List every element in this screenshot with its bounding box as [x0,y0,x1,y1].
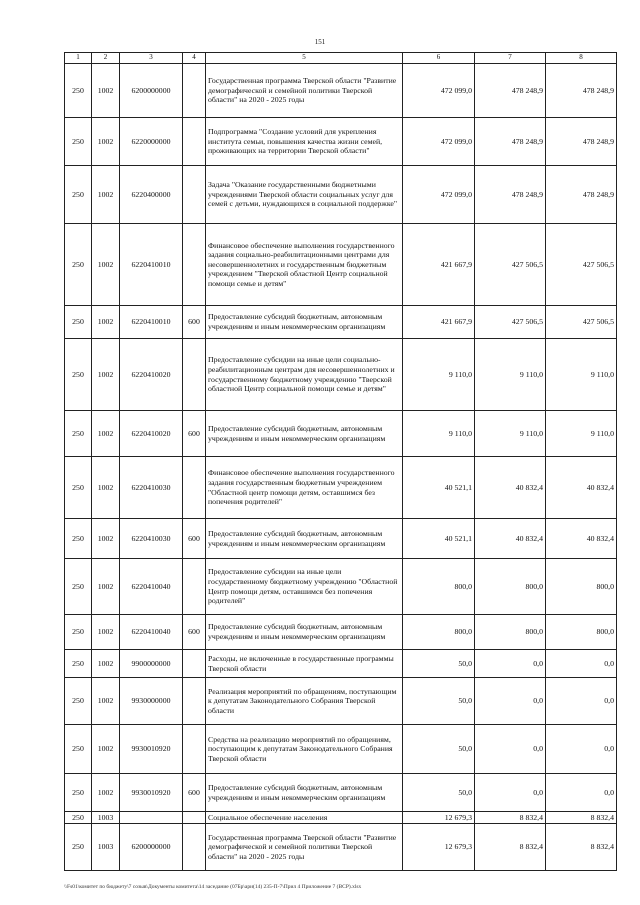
cell-amount-1: 472 099,0 [403,118,475,166]
cell-section: 1002 [92,64,120,118]
cell-name: Предоставление субсидий бюджетным, автономным учреждениям и иным некоммерческим организациям [206,615,403,650]
cell-target-article: 6220410040 [120,559,183,615]
cell-expense-type [183,812,206,824]
cell-expense-type [183,339,206,411]
cell-amount-2: 9 110,0 [475,411,546,457]
col-header: 2 [92,53,120,64]
cell-target-article: 6220410020 [120,339,183,411]
cell-grbs: 250 [65,678,92,725]
cell-grbs: 250 [65,812,92,824]
cell-amount-2: 427 506,5 [475,306,546,339]
cell-name: Предоставление субсидии на иные цели социально-реабилитационным центрам для несовершеннолетних и государственному бюджетному учреждению "Тверской областной Центр социальной помощи семье и детям" [206,339,403,411]
cell-name: Предоставление субсидии на иные цели государственному бюджетному учреждению "Областной Центр помощи детям, оставшимся без попечения родителей" [206,559,403,615]
cell-target-article: 6220410020 [120,411,183,457]
cell-amount-1: 421 667,9 [403,224,475,306]
cell-amount-3: 40 832,4 [546,457,617,519]
cell-name: Предоставление субсидий бюджетным, автономным учреждениям и иным некоммерческим организациям [206,306,403,339]
table-row [65,519,617,559]
cell-grbs: 250 [65,224,92,306]
cell-target-article: 6220400000 [120,166,183,224]
table-row [65,824,617,871]
cell-name: Средства на реализацию мероприятий по обращениям, поступающим к депутатам Законодательного Собрания Тверской области [206,725,403,774]
cell-amount-3: 478 248,9 [546,166,617,224]
cell-target-article: 9930010920 [120,725,183,774]
cell-amount-2: 9 110,0 [475,339,546,411]
col-header: 8 [546,53,617,64]
cell-amount-2: 0,0 [475,774,546,812]
cell-amount-2: 40 832,4 [475,519,546,559]
cell-amount-2: 8 832,4 [475,824,546,871]
cell-expense-type: 600 [183,411,206,457]
cell-amount-3: 8 832,4 [546,824,617,871]
cell-section: 1002 [92,650,120,678]
cell-amount-1: 800,0 [403,559,475,615]
cell-amount-1: 472 099,0 [403,64,475,118]
table-row [65,774,617,812]
cell-amount-1: 50,0 [403,650,475,678]
page-number: 151 [314,38,326,46]
cell-expense-type [183,678,206,725]
cell-target-article: 6220410030 [120,457,183,519]
cell-amount-1: 12 679,3 [403,812,475,824]
cell-target-article: 6200000000 [120,824,183,871]
cell-name: Подпрограмма "Создание условий для укрепления института семьи, повышения качества жизни семей, проживающих на территории Тверской области" [206,118,403,166]
col-header: 7 [475,53,546,64]
col-header: 6 [403,53,475,64]
cell-name: Социальное обеспечение населения [206,812,403,824]
cell-amount-1: 50,0 [403,678,475,725]
cell-grbs: 250 [65,457,92,519]
cell-grbs: 250 [65,615,92,650]
cell-grbs: 250 [65,519,92,559]
cell-name: Предоставление субсидий бюджетным, автономным учреждениям и иным некоммерческим организациям [206,411,403,457]
cell-expense-type [183,725,206,774]
cell-amount-2: 0,0 [475,725,546,774]
cell-expense-type: 600 [183,774,206,812]
cell-amount-1: 50,0 [403,725,475,774]
cell-amount-3: 40 832,4 [546,519,617,559]
cell-section: 1002 [92,411,120,457]
cell-grbs: 250 [65,725,92,774]
cell-amount-3: 427 506,5 [546,224,617,306]
cell-amount-3: 478 248,9 [546,64,617,118]
table-row [65,411,617,457]
cell-name: Государственная программа Тверской области "Развитие демографической и семейной политики Тверской области" на 2020 - 2025 годы [206,64,403,118]
cell-grbs: 250 [65,166,92,224]
cell-amount-2: 0,0 [475,678,546,725]
table-row [65,339,617,411]
table-row [65,306,617,339]
cell-grbs: 250 [65,774,92,812]
cell-grbs: 250 [65,64,92,118]
cell-amount-1: 421 667,9 [403,306,475,339]
cell-amount-2: 478 248,9 [475,118,546,166]
cell-name: Финансовое обеспечение выполнения государственного задания государственным бюджетным учреждением "Областной центр помощи детям, оставшимся без попечения родителей" [206,457,403,519]
cell-section: 1002 [92,118,120,166]
cell-amount-3: 0,0 [546,774,617,812]
cell-grbs: 250 [65,824,92,871]
cell-grbs: 250 [65,118,92,166]
cell-amount-3: 427 506,5 [546,306,617,339]
cell-target-article: 6220410030 [120,519,183,559]
cell-target-article: 6220410040 [120,615,183,650]
cell-amount-2: 800,0 [475,615,546,650]
cell-grbs: 250 [65,650,92,678]
cell-name: Государственная программа Тверской области "Развитие демографической и семейной политики Тверской области" на 2020 - 2025 годы [206,824,403,871]
table-row [65,559,617,615]
cell-amount-1: 800,0 [403,615,475,650]
cell-amount-3: 478 248,9 [546,118,617,166]
cell-expense-type: 600 [183,519,206,559]
cell-section: 1002 [92,774,120,812]
cell-section: 1002 [92,725,120,774]
cell-section: 1002 [92,519,120,559]
cell-section: 1002 [92,166,120,224]
cell-amount-1: 40 521,1 [403,457,475,519]
cell-section: 1002 [92,559,120,615]
cell-name: Финансовое обеспечение выполнения государственного задания социально-реабилитационными центрами для несовершеннолетних и государственным бюджетным учреждением "Тверской областной Центр социальной помощи семье и детям" [206,224,403,306]
cell-expense-type [183,824,206,871]
cell-section: 1003 [92,812,120,824]
cell-amount-1: 50,0 [403,774,475,812]
cell-target-article: 6220410010 [120,306,183,339]
cell-section: 1002 [92,615,120,650]
cell-expense-type: 600 [183,615,206,650]
cell-grbs: 250 [65,306,92,339]
cell-section: 1003 [92,824,120,871]
cell-grbs: 250 [65,339,92,411]
cell-expense-type [183,650,206,678]
cell-amount-1: 9 110,0 [403,339,475,411]
cell-amount-2: 800,0 [475,559,546,615]
cell-amount-3: 8 832,4 [546,812,617,824]
table-row [65,224,617,306]
cell-amount-3: 800,0 [546,615,617,650]
cell-amount-3: 9 110,0 [546,339,617,411]
cell-section: 1002 [92,339,120,411]
table-row [65,725,617,774]
col-header: 4 [183,53,206,64]
cell-section: 1002 [92,678,120,725]
header-row [65,53,617,64]
cell-expense-type [183,224,206,306]
cell-name: Предоставление субсидий бюджетным, автономным учреждениям и иным некоммерческим организациям [206,774,403,812]
cell-amount-2: 40 832,4 [475,457,546,519]
cell-amount-1: 9 110,0 [403,411,475,457]
col-header: 1 [65,53,92,64]
cell-target-article: 9900000000 [120,650,183,678]
cell-target-article: 6200000000 [120,64,183,118]
table-row [65,457,617,519]
cell-target-article: 6220410010 [120,224,183,306]
cell-amount-2: 478 248,9 [475,64,546,118]
cell-name: Задача "Оказание государственными бюджетными учреждениями Тверской области социальных услуг для семей с детьми, нуждающихся в социальной поддержке" [206,166,403,224]
cell-amount-1: 40 521,1 [403,519,475,559]
cell-amount-3: 800,0 [546,559,617,615]
cell-target-article: 6220000000 [120,118,183,166]
cell-expense-type: 600 [183,306,206,339]
cell-amount-2: 478 248,9 [475,166,546,224]
table-row [65,615,617,650]
cell-target-article [120,812,183,824]
cell-amount-2: 427 506,5 [475,224,546,306]
table-row [65,118,617,166]
budget-table [64,52,617,871]
cell-section: 1002 [92,457,120,519]
table-row [65,64,617,118]
cell-grbs: 250 [65,559,92,615]
cell-amount-2: 8 832,4 [475,812,546,824]
cell-expense-type [183,118,206,166]
col-header: 5 [206,53,403,64]
cell-name: Предоставление субсидий бюджетным, автономным учреждениям и иным некоммерческим организациям [206,519,403,559]
cell-grbs: 250 [65,411,92,457]
cell-amount-3: 0,0 [546,650,617,678]
table-row [65,812,617,824]
cell-name: Расходы, не включенные в государственные программы Тверской области [206,650,403,678]
cell-amount-3: 9 110,0 [546,411,617,457]
cell-expense-type [183,559,206,615]
table-row [65,166,617,224]
cell-section: 1002 [92,224,120,306]
file-path-footer: \\Fs01\комитет по бюджету\7 созыв\Документы комитета\14 заседание (07Бр\ари(14) 235-П-7\Прил 4 Приложение 7 (ВСР).xlsx [64,884,362,890]
cell-amount-1: 12 679,3 [403,824,475,871]
cell-section: 1002 [92,306,120,339]
table-row [65,678,617,725]
cell-amount-3: 0,0 [546,725,617,774]
cell-expense-type [183,64,206,118]
cell-expense-type [183,457,206,519]
cell-expense-type [183,166,206,224]
cell-target-article: 9930000000 [120,678,183,725]
cell-target-article: 9930010920 [120,774,183,812]
cell-amount-3: 0,0 [546,678,617,725]
table-row [65,650,617,678]
col-header: 3 [120,53,183,64]
cell-name: Реализация мероприятий по обращениям, поступающим к депутатам Законодательного Собрания Тверской области [206,678,403,725]
cell-amount-2: 0,0 [475,650,546,678]
cell-amount-1: 472 099,0 [403,166,475,224]
